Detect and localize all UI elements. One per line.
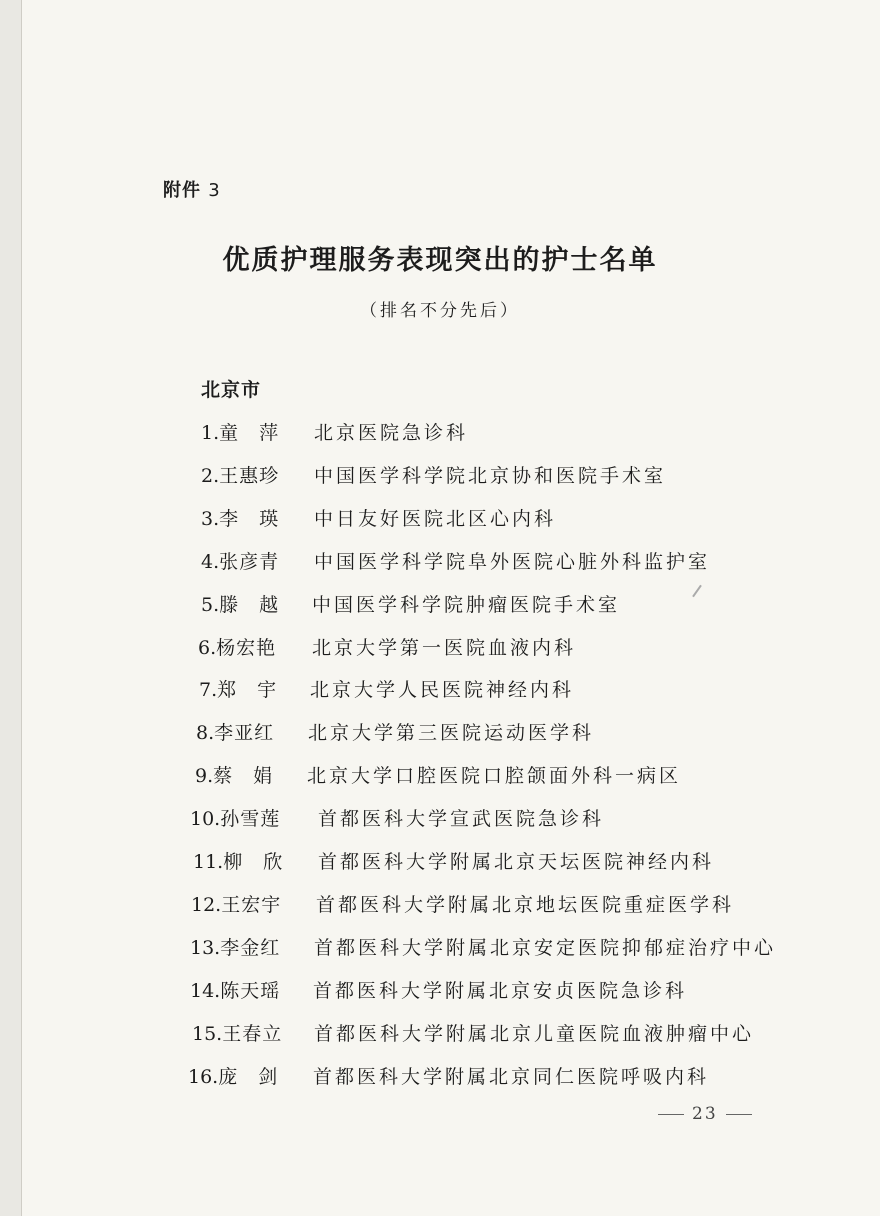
nurse-name: 柳 欣 — [223, 851, 284, 873]
list-item — [190, 933, 777, 963]
hospital-department: 中国医学科学院北京协和医院手术室 — [314, 464, 667, 487]
hospital-department: 中日友好医院北区心内科 — [314, 507, 557, 530]
nurse-name: 杨宏艳 — [216, 636, 277, 659]
page-number-value: 23 — [692, 1104, 718, 1124]
hospital-department: 北京大学口腔医院口腔颌面外科一病区 — [307, 765, 682, 788]
nurse-name: 童 萍 — [219, 422, 280, 444]
hospital-department: 北京大学人民医院神经内科 — [310, 679, 575, 702]
item-number: 8. — [196, 722, 215, 745]
item-number: 13. — [190, 936, 221, 959]
hospital-department: 中国医学科学院阜外医院心脏外科监护室 — [314, 550, 711, 573]
list-item — [190, 976, 688, 1006]
item-number: 2. — [201, 464, 220, 487]
item-number: 4. — [201, 550, 220, 573]
page-title: 优质护理服务表现突出的护士名单 — [222, 245, 658, 276]
hospital-department: 首都医科大学附属北京地坛医院重症医学科 — [316, 893, 735, 916]
nurse-name: 郑 宇 — [217, 679, 278, 702]
item-number: 5. — [201, 593, 220, 616]
item-number: 16. — [188, 1065, 219, 1088]
hospital-department: 北京医院急诊科 — [314, 422, 469, 444]
list-item — [188, 1062, 710, 1092]
list-item — [201, 461, 667, 491]
item-number: 1. — [201, 422, 220, 444]
item-number: 15. — [192, 1022, 223, 1045]
nurse-name: 王惠珍 — [219, 464, 280, 487]
nurse-name: 庞 剑 — [218, 1065, 279, 1088]
hospital-department: 北京大学第三医院运动医学科 — [308, 722, 595, 745]
list-item — [191, 890, 735, 920]
item-number: 11. — [193, 851, 224, 873]
list-item — [190, 804, 605, 834]
city-heading: 北京市 — [201, 379, 262, 401]
page-number — [650, 1104, 760, 1124]
attachment-label — [163, 176, 221, 202]
hospital-department: 首都医科大学附属北京同仁医院呼吸内科 — [313, 1065, 710, 1088]
nurse-name: 李金红 — [220, 936, 281, 959]
nurse-name: 王宏宇 — [221, 893, 282, 916]
list-item — [199, 675, 575, 705]
list-item — [193, 847, 715, 877]
list-item — [196, 718, 595, 748]
hospital-department: 首都医科大学附属北京天坛医院神经内科 — [318, 851, 715, 873]
hospital-department: 首都医科大学附属北京安贞医院急诊科 — [313, 979, 688, 1002]
item-number: 12. — [191, 893, 222, 916]
page-subtitle: （排名不分先后） — [360, 301, 520, 321]
list-item — [198, 633, 577, 663]
list-item — [201, 547, 711, 577]
attachment-text: 附件 — [163, 180, 201, 201]
item-number: 14. — [190, 979, 221, 1002]
item-number: 3. — [201, 507, 220, 530]
dash-right — [726, 1114, 752, 1115]
list-item — [201, 418, 469, 448]
attachment-number: 3 — [208, 180, 221, 201]
hospital-department: 首都医科大学宣武医院急诊科 — [318, 808, 605, 831]
hospital-department: 中国医学科学院肿瘤医院手术室 — [312, 593, 621, 616]
nurse-name: 陈天瑶 — [220, 979, 281, 1002]
nurse-name: 滕 越 — [219, 593, 280, 616]
nurse-name: 李 瑛 — [219, 507, 280, 530]
nurse-name: 张彦青 — [219, 550, 280, 573]
list-item — [195, 761, 682, 791]
hospital-department: 首都医科大学附属北京儿童医院血液肿瘤中心 — [314, 1022, 755, 1045]
list-item — [201, 590, 621, 620]
hospital-department: 北京大学第一医院血液内科 — [312, 636, 577, 659]
item-number: 10. — [190, 808, 221, 831]
item-number: 7. — [199, 679, 218, 702]
dash-left — [658, 1114, 684, 1115]
nurse-name: 蔡 娟 — [213, 765, 274, 788]
nurse-name: 王春立 — [222, 1022, 283, 1045]
list-item — [192, 1019, 755, 1049]
item-number: 9. — [195, 765, 214, 788]
item-number: 6. — [198, 636, 217, 659]
nurse-name: 李亚红 — [214, 722, 275, 745]
nurse-name: 孙雪莲 — [220, 808, 281, 831]
hospital-department: 首都医科大学附属北京安定医院抑郁症治疗中心 — [314, 936, 777, 959]
list-item — [201, 504, 557, 534]
